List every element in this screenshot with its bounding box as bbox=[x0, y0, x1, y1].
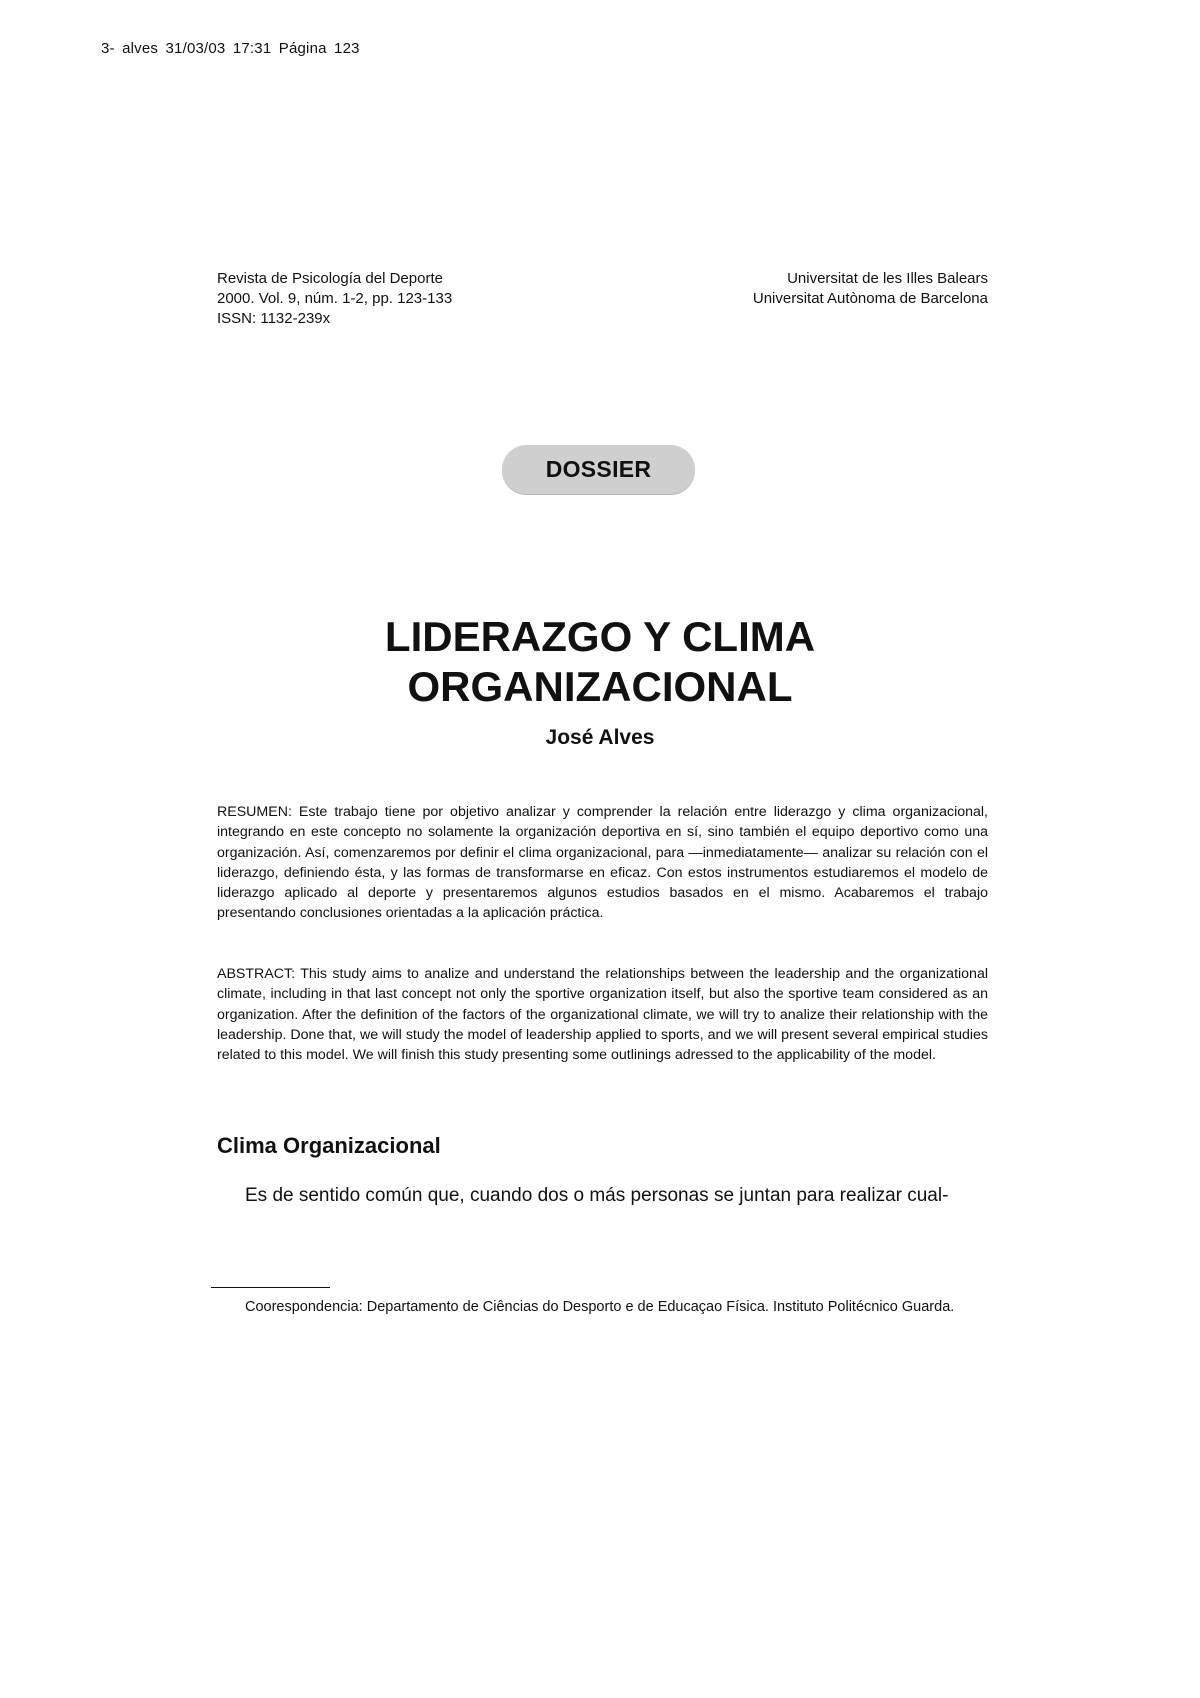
footnote-divider bbox=[211, 1287, 330, 1288]
publisher-line-1: Universitat de les Illes Balears bbox=[787, 270, 988, 287]
body-first-line: Es de sentido común que, cuando dos o más personas se juntan para realizar cual- bbox=[245, 1185, 949, 1206]
author-name: José Alves bbox=[545, 726, 655, 749]
abstract-paragraph: ABSTRACT: This study aims to analize and understand the relationships between the leadership and the organizational climate, including in that last concept not only the sportive organization itself, but also the sportive team considered as an organization. After the definition of the factors of the organizational climate, we will try to analize their relationship with the leadership. Done that, we will study the model of leadership applied to sports, and we will present several empirical studies related to this model. We will finish this study presenting some outlinings adressed to the applicability of the model. bbox=[217, 966, 988, 1064]
article-title bbox=[0, 612, 1200, 712]
page-slug: 3- alves 31/03/03 17:31 Página 123 bbox=[101, 40, 360, 57]
section-heading: Clima Organizacional bbox=[217, 1133, 441, 1158]
resumen-paragraph: RESUMEN: Este trabajo tiene por objetivo analizar y comprender la relación entre liderazgo y clima organizacional, integrando en este concepto no solamente la organización deportiva en sí, sino también el equipo deportivo como una organización. Así, comenzaremos por definir el clima organizacional, para —inmediatamente— analizar su relación con el liderazgo, definiendo ésta, y las formas de transformarse en eficaz. Con estos instrumentos estudiaremos el modelo de liderazgo aplicado al deporte y presentaremos algunos estudios basados en el mismo. Acabaremos el trabajo presentando conclusiones orientadas a la aplicación práctica. bbox=[217, 804, 988, 922]
dossier-badge: DOSSIER bbox=[502, 445, 695, 494]
title-line-1: LIDERAZGO Y CLIMA bbox=[384, 613, 816, 660]
footnote: Coorespondencia: Departamento de Ciências do Desporto e de Educaçao Física. Instituto Politécnico Guarda. bbox=[245, 1299, 955, 1315]
journal-name: Revista de Psicología del Deporte bbox=[217, 270, 443, 287]
title-line-2: ORGANIZACIONAL bbox=[407, 663, 793, 710]
publisher-line-2: Universitat Autònoma de Barcelona bbox=[752, 290, 988, 307]
journal-info bbox=[217, 269, 452, 329]
publisher-info bbox=[753, 269, 988, 309]
journal-volume: 2000. Vol. 9, núm. 1-2, pp. 123-133 bbox=[217, 290, 453, 307]
journal-issn: ISSN: 1132-239x bbox=[217, 310, 331, 327]
